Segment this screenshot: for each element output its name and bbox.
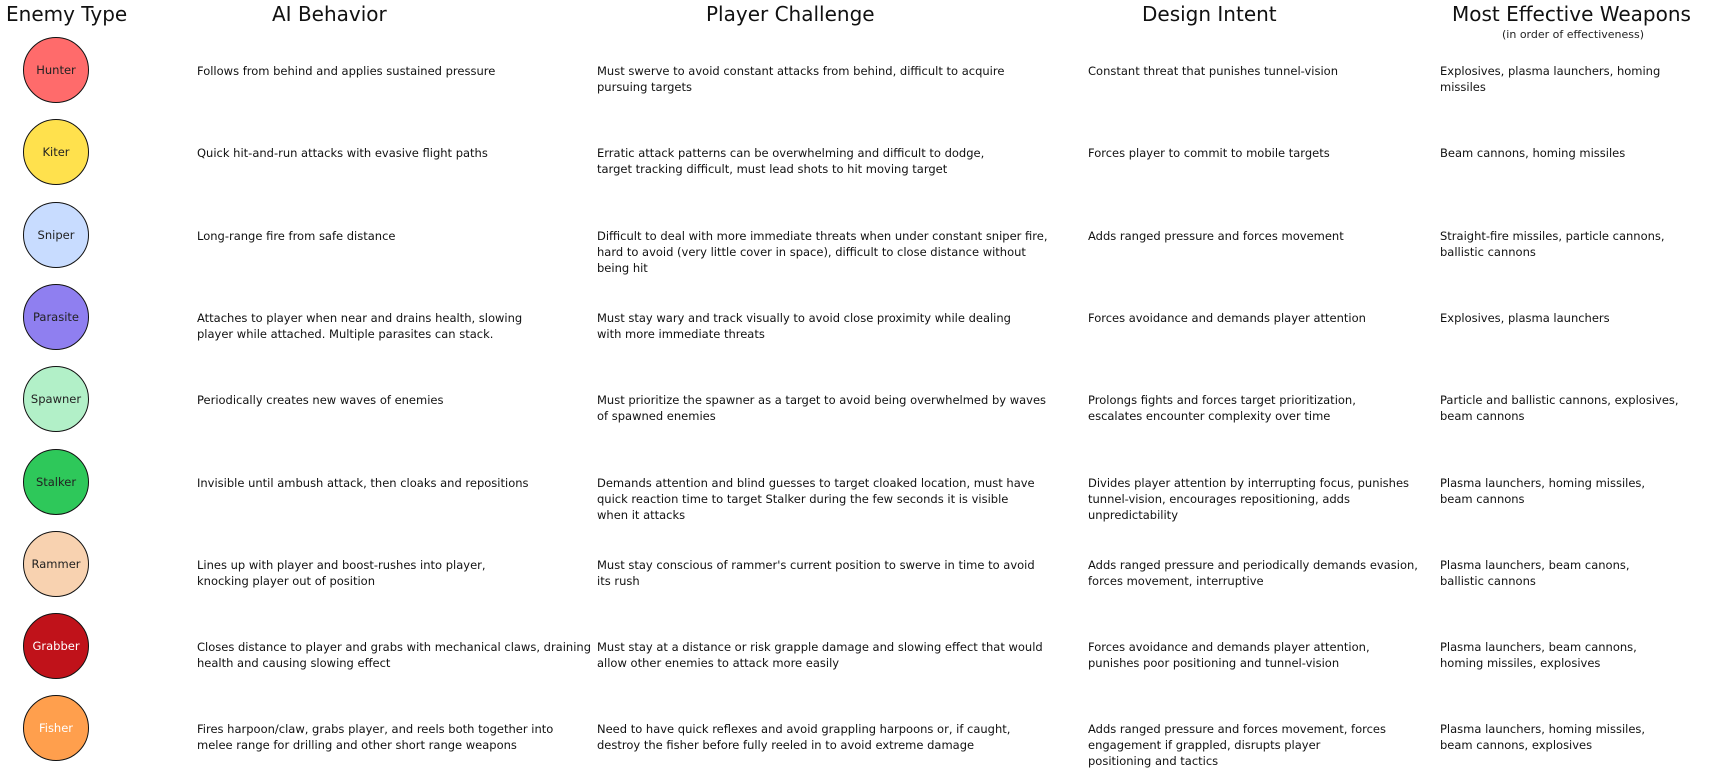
player-challenge-cell: Need to have quick reflexes and avoid grappling harpoons or, if caught, destroy the fisher before fully reeled in to avoid extreme damage xyxy=(597,722,1011,753)
enemy-name: Fisher xyxy=(38,721,74,736)
weapons-cell: Plasma launchers, homing missiles, beam cannons, explosives xyxy=(1440,722,1646,753)
ai-behavior-cell: Long-range fire from safe distance xyxy=(197,228,396,243)
design-intent-cell: Adds ranged pressure and forces movement, forces engagement if grappled, disrupts player positioning and tactics xyxy=(1088,722,1386,769)
ai-behavior-cell: Fires harpoon/claw, grabs player, and reels both together into melee range for drilling and other short range weapons xyxy=(197,722,554,753)
enemy-badge xyxy=(23,613,89,679)
header-most-effective-weapons: Most Effective Weapons xyxy=(1452,2,1691,26)
enemy-badge xyxy=(23,366,89,432)
enemy-badge xyxy=(23,119,89,185)
player-challenge-cell: Difficult to deal with more immediate threats when under constant sniper fire, hard to avoid (very little cover in space), difficult to close distance without being hit xyxy=(597,228,1048,275)
design-intent-cell: Forces avoidance and demands player attention xyxy=(1088,310,1366,325)
enemy-name: Parasite xyxy=(32,309,79,324)
weapons-cell: Plasma launchers, beam canons, ballistic cannons xyxy=(1440,557,1630,588)
ai-behavior-cell: Quick hit-and-run attacks with evasive flight paths xyxy=(197,146,488,161)
header-enemy-type: Enemy Type xyxy=(6,2,128,26)
enemy-badge xyxy=(23,449,89,515)
ai-behavior-cell: Periodically creates new waves of enemies xyxy=(197,393,444,408)
enemy-name: Spawner xyxy=(30,392,82,407)
enemy-name: Kiter xyxy=(42,145,70,160)
design-intent-cell: Divides player attention by interrupting focus, punishes tunnel-vision, encourages repositioning, adds unpredictability xyxy=(1088,475,1410,522)
enemy-name: Rammer xyxy=(31,556,81,571)
ai-behavior-cell: Follows from behind and applies sustained pressure xyxy=(197,64,496,78)
design-intent-cell: Prolongs fights and forces target prioritization, escalates encounter complexity over time xyxy=(1088,393,1356,424)
weapons-cell: Straight-fire missiles, particle cannons, ballistic cannons xyxy=(1440,228,1665,259)
player-challenge-cell: Must prioritize the spawner as a target to avoid being overwhelmed by waves of spawned enemies xyxy=(597,393,1047,424)
ai-behavior-cell: Lines up with player and boost-rushes into player, knocking player out of position xyxy=(197,557,486,588)
weapons-cell: Particle and ballistic cannons, explosives, beam cannons xyxy=(1440,393,1679,424)
enemy-badge xyxy=(23,695,89,761)
enemy-name: Hunter xyxy=(36,63,76,77)
header-weapons-subtitle: (in order of effectiveness) xyxy=(1502,28,1645,41)
enemy-badge xyxy=(23,37,89,103)
weapons-cell: Plasma launchers, beam cannons, homing missiles, explosives xyxy=(1440,640,1637,671)
player-challenge-cell: Must stay wary and track visually to avoid close proximity while dealing with more immediate threats xyxy=(597,310,1011,341)
player-challenge-cell: Must stay at a distance or risk grapple damage and slowing effect that would allow other enemies to attack more easily xyxy=(597,640,1043,671)
enemy-badge xyxy=(23,284,89,350)
weapons-cell: Beam cannons, homing missiles xyxy=(1440,146,1626,161)
ai-behavior-cell: Closes distance to player and grabs with mechanical claws, draining health and causing slowing effect xyxy=(197,640,591,671)
header-player-challenge: Player Challenge xyxy=(706,2,875,26)
weapons-cell: Explosives, plasma launchers, homing missiles xyxy=(1440,64,1661,94)
enemy-name: Grabber xyxy=(32,639,80,654)
ai-behavior-cell: Attaches to player when near and drains health, slowing player while attached. Multiple parasites can stack. xyxy=(197,310,523,341)
design-intent-cell: Forces player to commit to mobile targets xyxy=(1088,146,1330,161)
header-ai-behavior: AI Behavior xyxy=(272,2,387,26)
enemy-name: Sniper xyxy=(37,227,75,242)
weapons-cell: Explosives, plasma launchers xyxy=(1440,310,1610,325)
header-design-intent: Design Intent xyxy=(1142,2,1277,26)
ai-behavior-cell: Invisible until ambush attack, then cloaks and repositions xyxy=(197,475,529,490)
design-intent-cell: Forces avoidance and demands player attention, punishes poor positioning and tunnel-vision xyxy=(1088,640,1370,671)
design-intent-cell: Constant threat that punishes tunnel-vision xyxy=(1088,64,1338,78)
design-intent-cell: Adds ranged pressure and forces movement xyxy=(1088,228,1344,243)
design-intent-cell: Adds ranged pressure and periodically demands evasion, forces movement, interruptive xyxy=(1088,557,1418,588)
enemy-badge xyxy=(23,531,89,597)
weapons-cell: Plasma launchers, homing missiles, beam cannons xyxy=(1440,475,1646,506)
player-challenge-cell: Must swerve to avoid constant attacks from behind, difficult to acquire pursuing targets xyxy=(597,64,1005,94)
player-challenge-cell: Erratic attack patterns can be overwhelming and difficult to dodge, target tracking difficult, must lead shots to hit moving target xyxy=(597,146,985,177)
player-challenge-cell: Must stay conscious of rammer's current position to swerve in time to avoid its rush xyxy=(597,557,1035,588)
enemy-name: Stalker xyxy=(35,474,77,489)
player-challenge-cell: Demands attention and blind guesses to target cloaked location, must have quick reaction time to target Stalker during the few seconds it is visible when it attacks xyxy=(597,475,1035,522)
enemy-badge xyxy=(23,202,89,268)
